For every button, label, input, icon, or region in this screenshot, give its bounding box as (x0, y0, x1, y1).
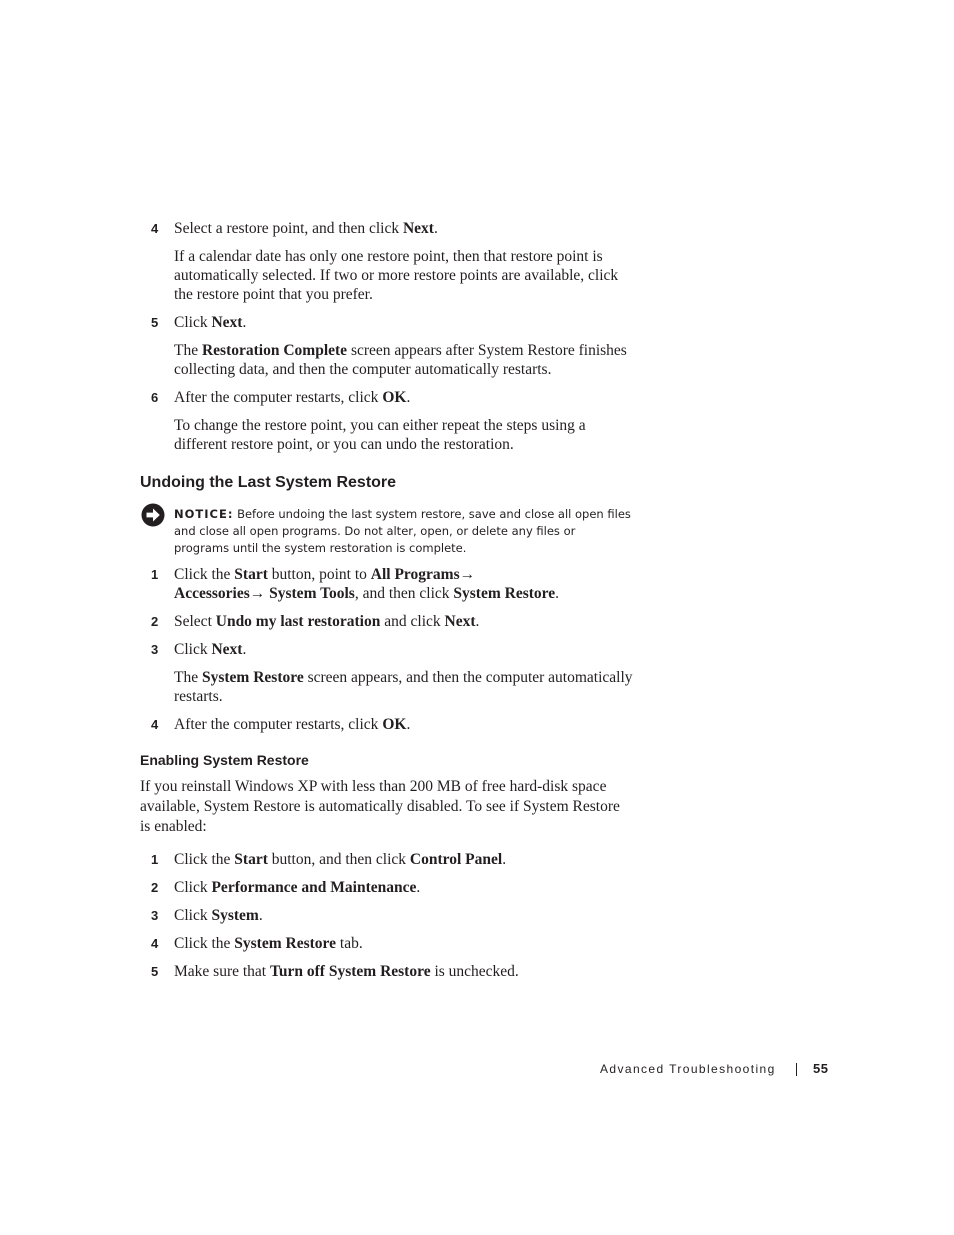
page-number: 55 (813, 1061, 829, 1076)
step-number: 4 (151, 936, 159, 951)
step-text: Click Next. (174, 314, 247, 331)
page-footer (600, 1061, 829, 1076)
step-text: Click Performance and Maintenance. (174, 879, 421, 896)
reinstall-windows-paragraph: If you reinstall Windows XP with less than 200 MB of free hard-disk space available, System Restore is automatically disabled. To see if System Restore is enabled: (140, 778, 620, 835)
step-text: Click the Start button, and then click Control Panel. (174, 851, 507, 868)
system-restore-screen-paragraph: The System Restore screen appears, and then the computer automatically restarts. (174, 669, 633, 705)
step-number: 4 (151, 717, 159, 732)
calendar-date-paragraph: If a calendar date has only one restore point, then that restore point is automatically selected. If two or more restore points are available, click the restore point that you prefer. (174, 248, 619, 303)
section-heading-undoing: Undoing the Last System Restore (140, 474, 397, 491)
step-text: Select a restore point, and then click Next. (174, 220, 438, 237)
step-number: 5 (151, 964, 159, 979)
step-number: 2 (151, 614, 159, 629)
step-number: 1 (151, 852, 159, 867)
step-text: Click the System Restore tab. (174, 935, 363, 952)
footer-separator (796, 1063, 797, 1076)
step-number: 4 (151, 221, 159, 236)
notice-label: NOTICE: (174, 507, 234, 521)
notice-arrow-icon (141, 503, 165, 527)
step-text: Click System. (174, 907, 263, 924)
subsection-heading-enabling: Enabling System Restore (140, 752, 309, 768)
step-number: 5 (151, 315, 159, 330)
footer-title: Advanced Troubleshooting (600, 1062, 776, 1076)
step-number: 2 (151, 880, 159, 895)
step-number: 6 (151, 390, 159, 405)
change-restore-point-paragraph: To change the restore point, you can either repeat the steps using a different restore point, or you can undo the restoration. (174, 417, 586, 453)
step-text: Click Next. (174, 641, 247, 658)
step-text: After the computer restarts, click OK. (174, 716, 411, 733)
step-text: After the computer restarts, click OK. (174, 389, 411, 406)
notice-text: NOTICE: Before undoing the last system restore, save and close all open files and close all open programs. Do not alter, open, or delete any files or programs until the system restoration is complete. (174, 507, 631, 555)
step-number: 3 (151, 642, 159, 657)
step-text: Select Undo my last restoration and click Next. (174, 613, 480, 630)
restoration-complete-paragraph: The Restoration Complete screen appears after System Restore finishes collecting data, and then the computer automatically restarts. (174, 342, 627, 378)
step-number: 3 (151, 908, 159, 923)
step-text: Click the Start button, point to All Programs→ Accessories→ System Tools, and then click System Restore. (174, 566, 560, 602)
step-text: Make sure that Turn off System Restore is unchecked. (174, 963, 519, 980)
step-number: 1 (151, 567, 159, 582)
